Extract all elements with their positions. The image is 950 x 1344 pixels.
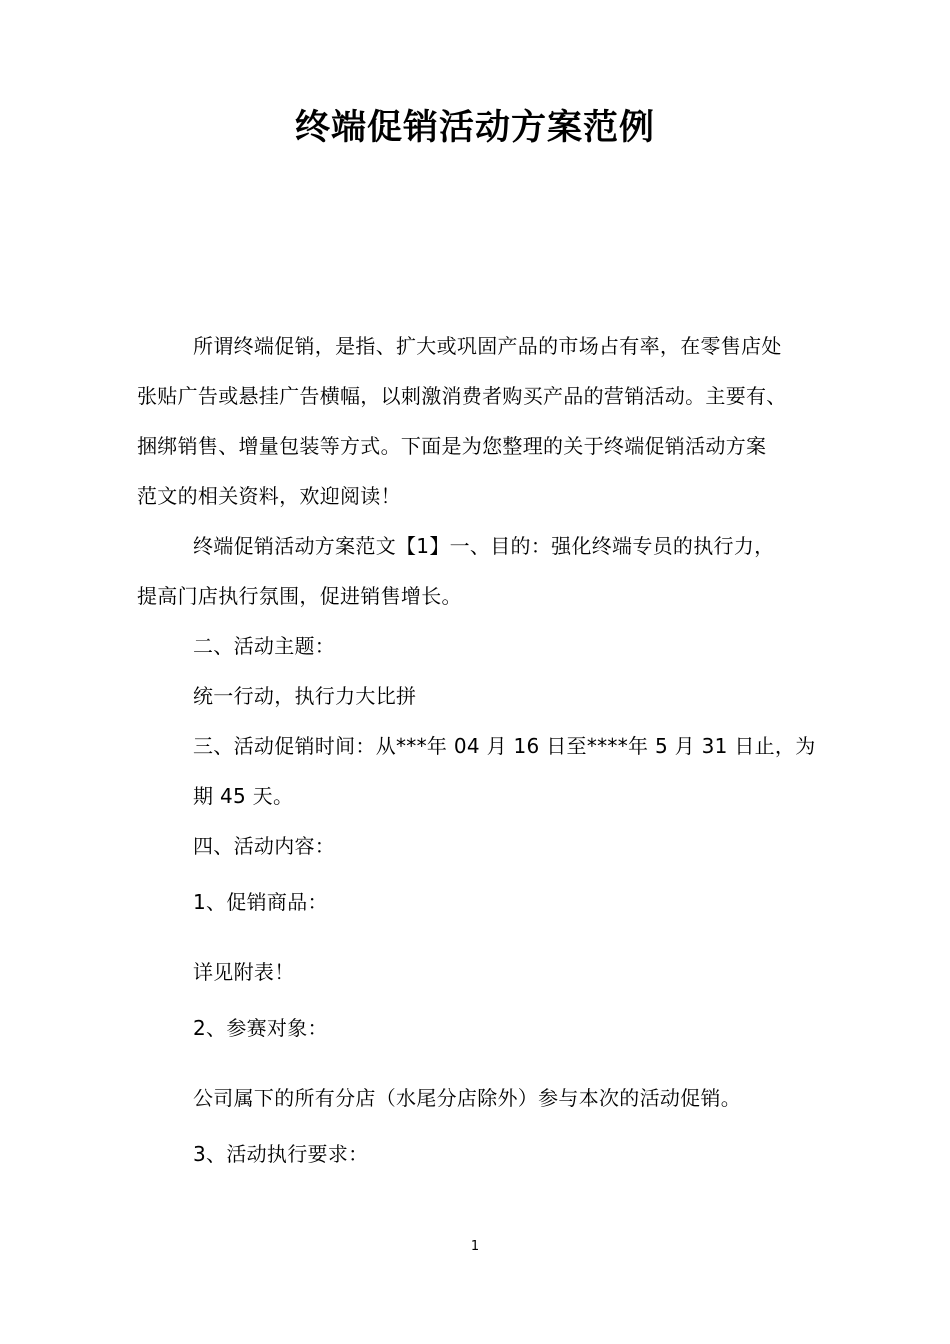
item2-heading: 2、参赛对象： <box>193 1016 328 1040</box>
section1-line-1: 终端促销活动方案范文【1】一、目的：强化终端专员的执行力， <box>193 534 775 558</box>
intro-line-4: 范文的相关资料，欢迎阅读！ <box>137 484 401 508</box>
theme-heading: 二、活动主题： <box>193 634 336 658</box>
document-title: 终端促销活动方案范例 <box>294 108 655 148</box>
section1-line-2: 提高门店执行氛围，促进销售增长。 <box>137 584 462 608</box>
page-number: 1 <box>470 1239 480 1254</box>
item2-text: 公司属下的所有分店（水尾分店除外）参与本次的活动促销。 <box>193 1086 742 1110</box>
intro-line-3: 捆绑销售、增量包装等方式。下面是为您整理的关于终端促销活动方案 <box>137 434 767 458</box>
item1-text: 详见附表！ <box>193 960 295 984</box>
time-line-2: 期 45 天。 <box>193 784 294 808</box>
time-line-1: 三、活动促销时间：从***年 04 月 16 日至****年 5 月 31 日止，为 <box>193 734 816 758</box>
intro-line-2: 张贴广告或悬挂广告横幅，以刺激消费者购买产品的营销活动。主要有、 <box>137 384 787 408</box>
item3-heading: 3、活动执行要求： <box>193 1142 369 1166</box>
content-heading: 四、活动内容： <box>193 834 336 858</box>
item1-heading: 1、促销商品： <box>193 890 328 914</box>
theme-text: 统一行动，执行力大比拼 <box>193 684 417 708</box>
intro-line-1: 所谓终端促销，是指、扩大或巩固产品的市场占有率，在零售店处 <box>193 334 782 358</box>
